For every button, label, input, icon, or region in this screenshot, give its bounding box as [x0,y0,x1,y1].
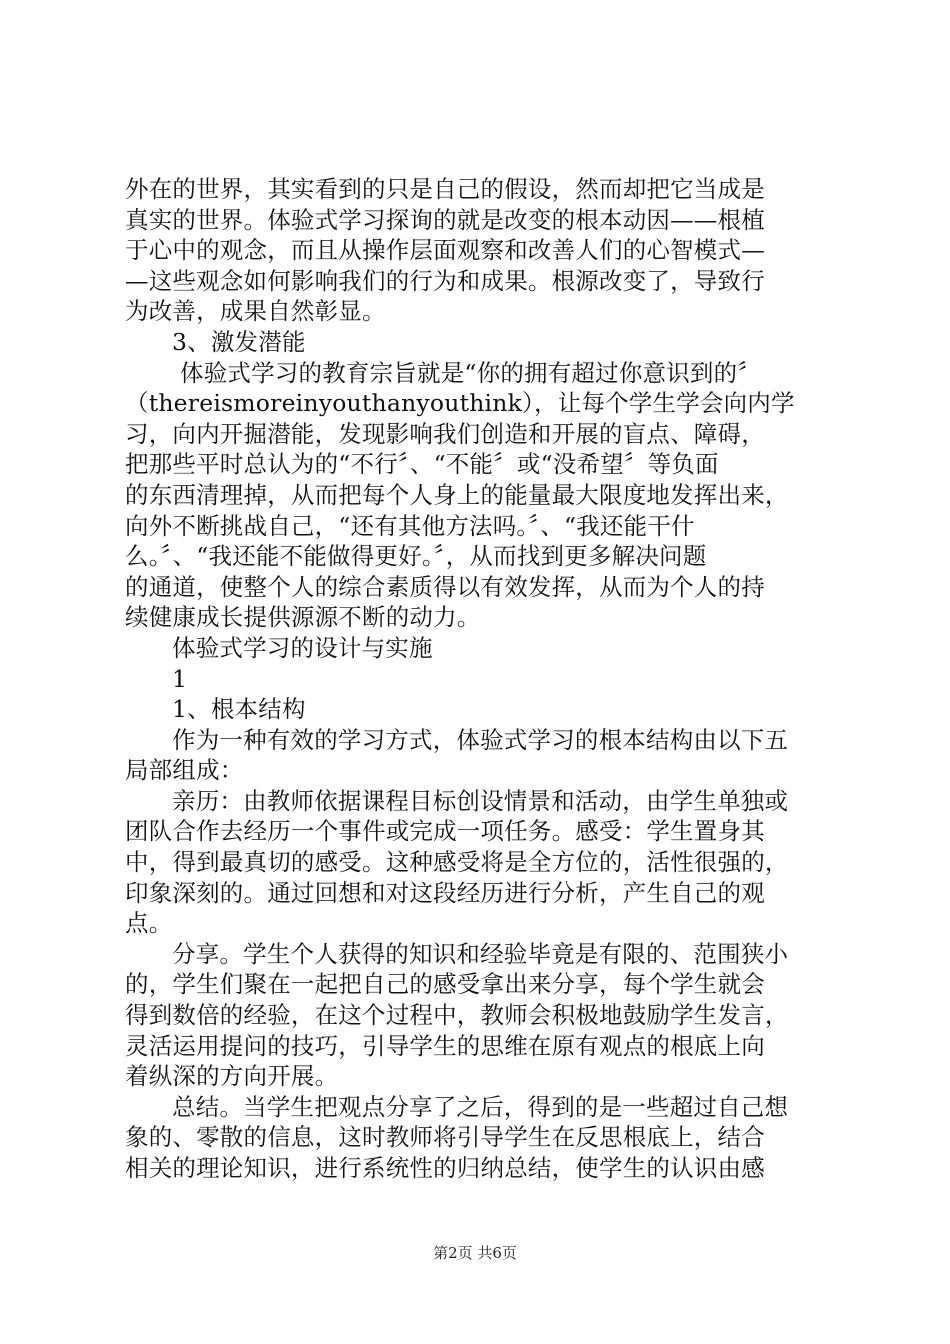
text-line: 体验式学习的教育宗旨就是“你的拥有超过你意识到的〞 [180,358,762,387]
section-heading: 1、根本结构 [172,695,306,724]
text-line: 为改善，成果自然彰显。 [125,297,386,326]
text-line: 的，学生们聚在一起把自己的感受拿出来分享，每个学生就会 [125,970,765,999]
text-line: 象的、零散的信息，这时教师将引导学生在反思根底上，结合 [125,1123,765,1152]
text-line: 中，得到最真切的感受。这种感受将是全方位的，活性很强的， [125,848,789,877]
page-footer [0,1242,950,1263]
text-line: 得到数倍的经验，在这个过程中，教师会积极地鼓励学生发言， [125,1001,789,1030]
text-line: 外在的世界，其实看到的只是自己的假设，然而却把它当成是 [125,175,765,203]
text-line: 么。〞、“我还能不能做得更好。〞，从而找到更多解决问题 [125,542,707,571]
text-line: 作为一种有效的学习方式，体验式学习的根本结构由以下五 [172,725,789,754]
text-line: 局部组成： [125,756,244,785]
section-heading: 体验式学习的设计与实施 [172,633,433,662]
text-line: 团队合作去经历一个事件或完成一项任务。感受：学生置身其 [125,817,765,846]
text-line: —这些观念如何影响我们的行为和成果。根源改变了，导致行 [125,266,765,295]
text-line: 相关的理论知识，进行系统性的归纳总结，使学生的认识由感 [125,1154,765,1182]
text-line: 把那些平时总认为的“不行〞、“不能〞或“没希望〞等负面 [125,450,719,479]
text-line: 向外不断挑战自己，“还有其他方法吗。〞、“我还能干什 [125,511,695,540]
text-line: 的东西清理掉，从而把每个人身上的能量最大限度地发挥出来， [125,480,789,509]
text-line: 灵活运用提问的技巧，引导学生的思维在原有观点的根底上向 [125,1031,765,1060]
text-line: 印象深刻的。通过回想和对这段经历进行分析，产生自己的观 [125,878,765,907]
document-body [125,174,835,1184]
text-line: 亲历：由教师依据课程目标创设情景和活动，由学生单独或 [172,786,789,815]
text-line: 于心中的观念，而且从操作层面观察和改善人们的心智模式— [125,236,765,265]
text-line: 的通道，使整个人的综合素质得以有效发挥，从而为个人的持 [125,572,765,601]
text-line: 真实的世界。体验式学习探询的就是改变的根本动因——根植 [125,205,765,234]
text-line: 总结。当学生把观点分享了之后，得到的是一些超过自己想 [172,1092,789,1121]
page-number-label: 第2页 共6页 [433,1244,517,1262]
text-line: 分享。学生个人获得的知识和经验毕竟是有限的、范围狭小 [172,939,789,968]
text-line: 续健康成长提供源源不断的动力。 [125,603,481,632]
text-line: （thereismoreinyouthanyouthink），让每个学生学会向内学 [125,389,795,418]
text-line: 着纵深的方向开展。 [125,1062,339,1091]
text-line: 习，向内开掘潜能，发现影响我们创造和开展的盲点、障碍， [125,419,765,448]
text-line: 点。 [125,909,173,938]
text-line: 1 [172,664,188,693]
section-heading: 3、激发潜能 [172,327,306,356]
